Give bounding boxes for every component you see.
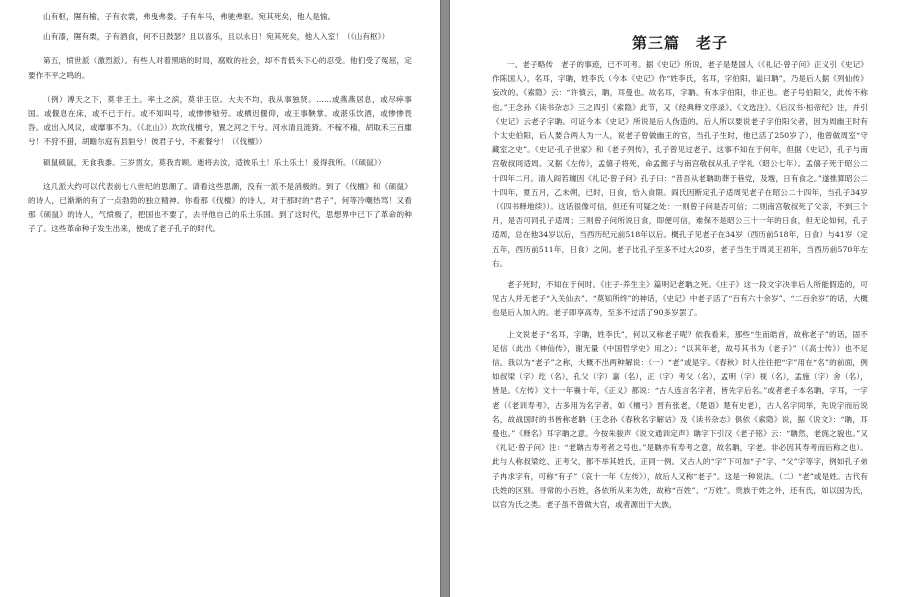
left-paragraph-2: 山有漆，隰有栗，子有酒食，何不日鼓瑟？且以喜乐，且以永日！宛其死矣，他人入室！（《山有枢》） — [43, 32, 390, 42]
left-page — [0, 0, 440, 597]
right-paragraph-2: 老子死时，不知在于何时。《庄子·养生主》篇明记老聃之死。《庄子》这一段文字决非后人所能假造的，可见古人并无老子“入关仙去”、“莫知所终”的神话，《史记》中老子活了“百有六十余岁”、“二百余岁”的话，大概也是后人加入的。老子即享高寿，至多不过活了90多岁罢了。 — [492, 280, 868, 318]
left-paragraph-1: 山有枢，隰有榆，子有衣裳，弗曳弗娄。子有车马，弗驰弗驱。宛其死矣，他人是愉。 — [43, 12, 336, 21]
left-paragraph-3: 第五，愤世派（激烈派）。有些人对着黑暗的时局，腐败的社会，却不肯低头下心的忍受。他们受了冤屈，定要作不平之鸣的。 — [28, 56, 412, 80]
right-page — [450, 0, 898, 597]
left-paragraph-4: （例）溥天之下，莫非王土。率土之滨，莫非王臣。大夫不均，我从事独贤。……或燕燕居息，或尽瘁事国。或偃息在床，或不已于行。或不知叫号，或惨惨劬劳。或栖迟偃仰，或王事鞅掌。或湛乐饮酒，或惨惨畏咎。或出入风议，或靡事不为。（《北山》）坎坎伐檀兮，置之河之干兮。河水清且涟猗。不稼不穑，胡取禾三百廛兮！不狩不猎，胡瞻尔庭有县貆兮！彼君子兮，不素餐兮！（《伐檀》） — [28, 94, 412, 147]
right-paragraph-1: 一、老子略传 老子的事迹，已不可考。据《史记》所说，老子是楚国人（《礼记·曾子问》正义引《史记》作陈国人），名耳，字聃，姓李氏（今本《史记》作“姓李氏，名耳，字伯阳，谥曰聃”，乃是后人据《列仙传》妄改的。《索隐》云：“许慎云，聃，耳曼也。故名耳，字聃。有本字伯阳，非正也。老子号伯阳父，此传不称也。”王念孙《读书杂志》三之四引《索隐》此节，又《经典释文序录》、《文选注》、《后汉书·桓帝纪》注，并引《史记》云老子字聃。可证今本《史记》所说是后人伪造的。后人所以要说老子字伯阳父者，因为周幽王时有个太史伯阳，后人要合两人为一人，说老子曾做幽王的官，当孔子生时，他已活了250岁了），他曾做周室“守藏室之史”。《史记·孔子世家》和《老子列传》，孔子曾见过老子。这事不知在于何年，但据《史记》，孔子与南宫敬叔同适周。又据《左传》，孟僖子将死，命孟懿子与南宫敬叔从孔子学礼（昭公七年）。孟僖子死于昭公二十四年二月。清人阎若璩因《礼记·曾子问》孔子曰：“昔吾从老聃助葬于巷党，及堩，日有食之。”遂推算昭公二十四年，夏五月，乙未朔，已时，日食，恰入食限。阎氏因断定孔子适周见老子在昭公二十四年，当孔子34岁（《四书释地续》）。这话很像可信，但还有可疑之处：一则曾子问是否可信；二则南宫敬叔死了父亲，不到三个月，是否可同孔子适周；三则曾子问所说日食，即便可信，难保不是昭公三十一年的日食，但无论如何，孔子适周，总在他34岁以后，当西历纪元前518年以后。概孔子见老子在34岁（西历前518年，日食）与41岁（定五年，西历前511年，日食）之间。老子比孔子至多不过大20岁，老子当生于周灵王初年，当西历前570年左右。 — [492, 60, 868, 268]
page-separator — [440, 0, 450, 597]
right-paragraph-3: 上文说老子“名耳，字聃，姓李氏”，何以又称老子呢？依我看来，那些“生而皓首，故称老子”的话，固不足信（此出《神仙传》，谢无量《中国哲学史》用之）；“以其年老，故号其书为《老子》”（《高士传》）也不足信。我以为“老子”之称，大概不出两种解说：（一）“老”或是字。《春秋》时人往往把“字”用在“名”的前面，例如叔梁（字）纥（名），孔父（字）嘉（名），正（字）考父（名），孟明（字）视（名），孟施（字）舍（名），皆是。《左传》文十一年襄十年，《正义》都说：“古人连言名字者，皆先字后名。”或者老子本名聃，字耳，一字老（《老训寿考》，古多用为名字者，如《檀弓》晋有张老，《楚语》楚有史老），古人名字同举，先说字而后说名，故战国时的书皆称老聃（王念孙《春秋名字解诂》及《读书杂志》俱依《索隐》说，据《说文》：“聃，耳曼也。”《释名》耳字聃之意。今按朱骏声《说文通训定声》聃字下引汉《老子铭》云：“聃然，老旄之貌也。”又《礼记·曾子问》注：“老聃古寿考者之号也。”是聃亦有寿考之意，故名聃，字老。非必因其寿考而后称之也）。此与人称叔梁纥、正考父，都不举其姓氏，正同一例。又古人的“字”下可加“子”字、“父”字等字，例如孔子弟子冉求字有，可称“有子”（哀十一年《左传》），故后人又称“老子”。这是一种说法。（二）“老”或是姓。古代有氏姓的区别。寻常的小百姓，各依所从来为姓，故称“百姓”、“万姓”。贵族于姓之外，还有氏，如以国为氏，以官为氏之类。老子虽不曾做大官，或者源出于大族， — [492, 329, 868, 510]
left-paragraph-6: 这几派大约可以代表前七八世纪的思潮了。请看这些思潮，没有一派不是消极的。到了《伐檀》和《硕鼠》的诗人，已渐渐的有了一点勃勃的独立精神。你看那《伐檀》的诗人，对于那时的“君子”，何等冷嘲热骂！又看那《硕鼠》的诗人，气愤极了，把国也不要了，去寻他自己的乐土乐国。到了这时代，思想界中已下了革命的种子了。这些革命种子发生出来，便成了老子孔子的时代。 — [28, 181, 412, 234]
chapter-title: 第三篇 老子 — [631, 34, 728, 52]
left-paragraph-5: 硕鼠硕鼠，无食我黍。三岁贯女，莫我肯顾。逝将去汝，适彼乐土！乐土乐土！爰得我所。（《硕鼠》） — [43, 157, 386, 167]
